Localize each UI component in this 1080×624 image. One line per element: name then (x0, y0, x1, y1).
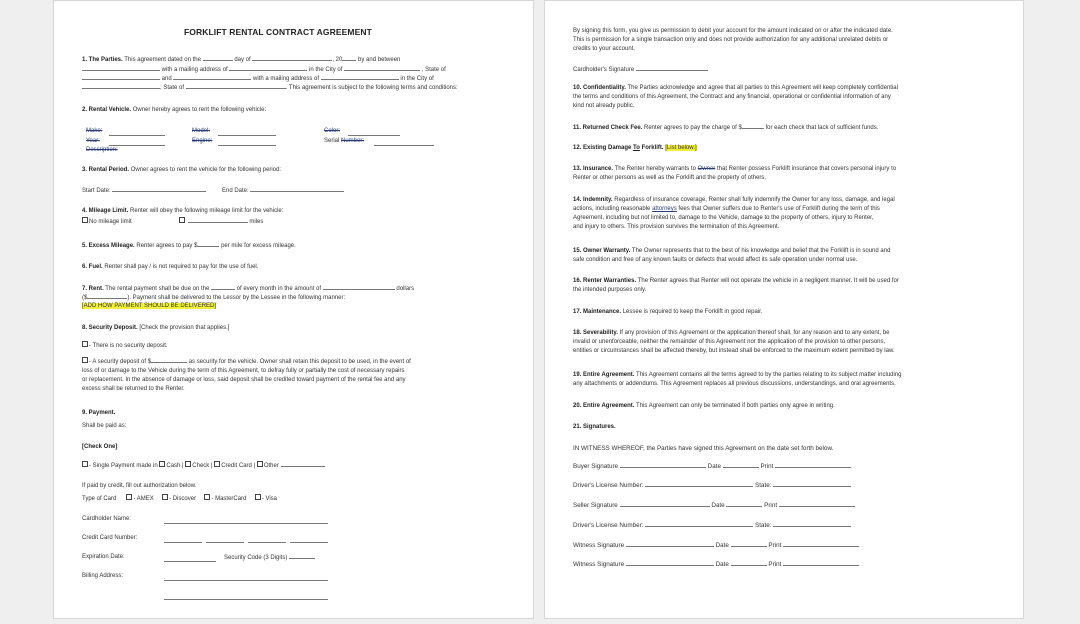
cc-number-label: Credit Card Number: (82, 535, 138, 541)
section-payment: 9. Payment. (82, 410, 116, 416)
rent-delivery-highlight: [ADD HOW PAYMENT SHOULD BE DELIVERED] (82, 303, 217, 309)
visa-checkbox[interactable] (255, 494, 261, 500)
witness-signature-line-1: Witness Signature Date Print (573, 541, 859, 551)
section-insurance-line2: Renter or other persons as well as the Forklift and the property of others. (573, 175, 767, 181)
section-rent-line2: ($ ). Payment shall be delivered to the Lessor by the Lessee in the following manner: (82, 295, 346, 301)
section-indemnity-line3: Agreement, including but not limited to, damage to the Vehicle, damage to the property of others, injury to Renter, (573, 215, 874, 221)
authorization-line3: credits to your account. (573, 46, 636, 52)
authorization-line2: This is permission for a single transaction only and does not provide authorization for any additional unrelated debits or (573, 37, 889, 43)
seller-license-line: Driver's License Number: State: (573, 521, 851, 531)
section-signatures: 21. Signatures. (573, 424, 616, 430)
vehicle-serial-label: Serial Number: (324, 138, 365, 144)
deposit-option-line1: - A security deposit of $ as security for the vehicle. Owner shall retain this deposit to be used, in the event of (82, 357, 411, 368)
authorization-line1: By signing this form, you give us permission to debit your account for the amount indicated on or after the indicated date. (573, 28, 893, 34)
security-code-label: Security Code (3 Digits) (224, 553, 315, 564)
section-fuel: 6. Fuel. Renter shall pay / is not required to pay for the use of fuel. (82, 264, 259, 270)
mileage-options: No mileage limit (82, 217, 132, 228)
section-indemnity-line4: and injury to others. This provision survives the termination of this Agreement. (573, 224, 780, 230)
deposit-option-line2: loss of or damage to the Vehicle during the term of this Agreement, to defray fully or partially the cost of necessary repairs (82, 368, 405, 374)
buyer-license-line: Driver's License Number: State: (573, 481, 851, 491)
expiration-date-label: Expiration Date: (82, 554, 125, 560)
billing-address-field-2[interactable] (164, 599, 328, 600)
cardholder-signature-label: Cardholder's Signature (573, 65, 708, 76)
page-1 (53, 0, 534, 619)
section-parties-line3: and with a mailing address of in the City of (82, 74, 434, 85)
section-existing-damage: 12. Existing Damage To Forklift. [List below.] (573, 145, 697, 151)
document-title: FORKLIFT RENTAL CONTRACT AGREEMENT (184, 27, 372, 37)
mileage-limit-option: miles (179, 217, 263, 228)
mastercard-checkbox[interactable] (204, 494, 210, 500)
section-parties-line4: , State of . This agreement is subject to the following terms and conditions: (82, 83, 458, 94)
vehicle-color-label: Color: (324, 128, 341, 134)
mileage-limit-checkbox[interactable] (179, 217, 185, 223)
cc-number-field-3[interactable] (248, 542, 286, 543)
section-security-deposit: 8. Security Deposit. [Check the provision that applies.] (82, 325, 230, 331)
section-confidentiality-line1: 10. Confidentiality. The Parties acknowledge and agree that all parties to this Agreement will keep completely confidential (573, 85, 898, 91)
section-renter-warranties-line1: 16. Renter Warranties. The Renter agrees that Renter will not operate the vehicle in a negligent manner. It will be used for (573, 278, 899, 284)
section-mileage-limit: 4. Mileage Limit. Renter will obey the following mileage limit for the vehicle: (82, 208, 284, 214)
section-confidentiality-line3: kind not already public. (573, 103, 635, 109)
other-checkbox[interactable] (257, 461, 263, 467)
section-confidentiality-line2: the terms and conditions of this Agreement, the Contract and any financial, operational or confidential information of any (573, 94, 891, 100)
section-returned-check-fee: 11. Returned Check Fee. Renter agrees to pay the charge of $ for each check that lack of sufficient funds. (573, 125, 879, 131)
check-one-label: [Check One] (82, 444, 118, 450)
discover-checkbox[interactable] (162, 494, 168, 500)
seller-signature-line: Seller Signature Date Print (573, 501, 855, 511)
witness-statement: IN WITNESS WHEREOF, the Parties have signed this Agreement on the date set forth below. (573, 445, 834, 452)
billing-address-label: Billing Address: (82, 573, 124, 579)
section-insurance-line1: 13. Insurance. The Renter hereby warrants to Owner that Renter possess Forklift insurance that covers personal injury to (573, 166, 897, 172)
end-date-label: End Date: (222, 186, 344, 197)
section-renter-warranties-line2: the intended purposes only. (573, 287, 647, 293)
deposit-checkbox[interactable] (82, 357, 88, 363)
section-rental-vehicle: 2. Rental Vehicle. Owner hereby agrees to rent the following vehicle: (82, 107, 267, 113)
cardholder-name-field[interactable] (164, 523, 328, 524)
cc-number-field-2[interactable] (206, 542, 244, 543)
section-parties-line1: 1. The Parties. This agreement dated on the day of , 20 by and between (82, 57, 401, 63)
section-owner-warranty-line2: safe condition and free of any known faults or defects that would affect its safe operation under normal use. (573, 257, 858, 263)
vehicle-make-label: Make: (86, 128, 103, 134)
start-date-label: Start Date: (82, 186, 206, 197)
cc-number-field-1[interactable] (164, 542, 202, 543)
single-payment-line: - Single Payment made in Cash | Check | Credit Card | Other (82, 461, 325, 472)
section-maintenance: 17. Maintenance. Lessee is required to keep the Forklift in good repair. (573, 309, 763, 315)
section-severability-line1: 18. Severability. If any provision of this Agreement or the application thereof shall, for any reason and to any extent, be (573, 330, 890, 336)
cc-number-field-4[interactable] (290, 542, 328, 543)
section-owner-warranty-line1: 15. Owner Warranty. The Owner represents that to the best of his knowledge and belief that the Forklift is in sound and (573, 248, 891, 254)
deposit-option-line3: or replacement. In the absence of damage or loss, said deposit shall be credited toward payment of the rental fee and any (82, 377, 406, 383)
no-deposit-option: - There is no security deposit. (82, 341, 168, 352)
no-mileage-checkbox[interactable] (82, 217, 88, 223)
section-severability-line2: invalid or unenforceable, neither the remainder of this Agreement nor the application of the provision to other persons, (573, 339, 886, 345)
vehicle-model-label: Model: (192, 128, 211, 134)
vehicle-year-label: Year: (86, 138, 100, 144)
section-rental-period: 3. Rental Period. Owner agrees to rent the vehicle for the following period: (82, 167, 282, 173)
billing-address-field-1[interactable] (164, 580, 328, 581)
section-severability-line3: entities or circumstances shall be affected thereby, but instead shall be enforced to the maximum extent permitted by law. (573, 348, 895, 354)
section-indemnity-line2: actions, including reasonable attorneys fees that Owner suffers due to Renter's use of Forklift during the term of this (573, 206, 880, 212)
credit-card-checkbox[interactable] (214, 461, 220, 467)
check-checkbox[interactable] (185, 461, 191, 467)
buyer-signature-line: Buyer Signature Date Print (573, 462, 851, 472)
section-entire-agreement-line2: any attachments or addendums. This Agreement replaces all previous discussions, understandings, and oral agreements. (573, 381, 896, 387)
no-deposit-checkbox[interactable] (82, 341, 88, 347)
page-2 (544, 0, 1024, 619)
amex-checkbox[interactable] (126, 494, 132, 500)
section-termination: 20. Entire Agreement. This Agreement can only be terminated if both parties only agree in writing. (573, 403, 835, 409)
deposit-option-line4: excess shall be returned to the Renter. (82, 386, 185, 392)
cardholder-name-label: Cardholder Name: (82, 516, 132, 522)
cash-checkbox[interactable] (159, 461, 165, 467)
section-entire-agreement-line1: 19. Entire Agreement. This Agreement contains all the terms agreed to by the parties relating to its subject matter including (573, 372, 902, 378)
single-payment-checkbox[interactable] (82, 461, 88, 467)
section-rent-line1: 7. Rent. The rental payment shall be due on the of every month in the amount of dollars (82, 286, 415, 292)
payment-shall-be-paid: Shall be paid as: (82, 423, 127, 429)
credit-authorization-intro: If paid by credit, fill out authorization below. (82, 483, 197, 489)
witness-signature-line-2: Witness Signature Date Print (573, 560, 859, 570)
section-indemnity-line1: 14. Indemnity. Regardless of insurance coverage, Renter shall fully indemnify the Owner for any loss, damage, and legal (573, 197, 895, 203)
section-parties-line2: with a mailing address of in the City of , State of (82, 65, 446, 76)
vehicle-engine-label: Engine: (192, 138, 213, 144)
type-of-card-line: Type of Card - AMEX - Discover - MasterCard - Visa (82, 496, 278, 502)
vehicle-description-label: Description: (86, 147, 118, 153)
expiration-date-field[interactable] (164, 561, 216, 562)
section-excess-mileage: 5. Excess Mileage. Renter agrees to pay $ per mile for excess mileage. (82, 243, 296, 249)
